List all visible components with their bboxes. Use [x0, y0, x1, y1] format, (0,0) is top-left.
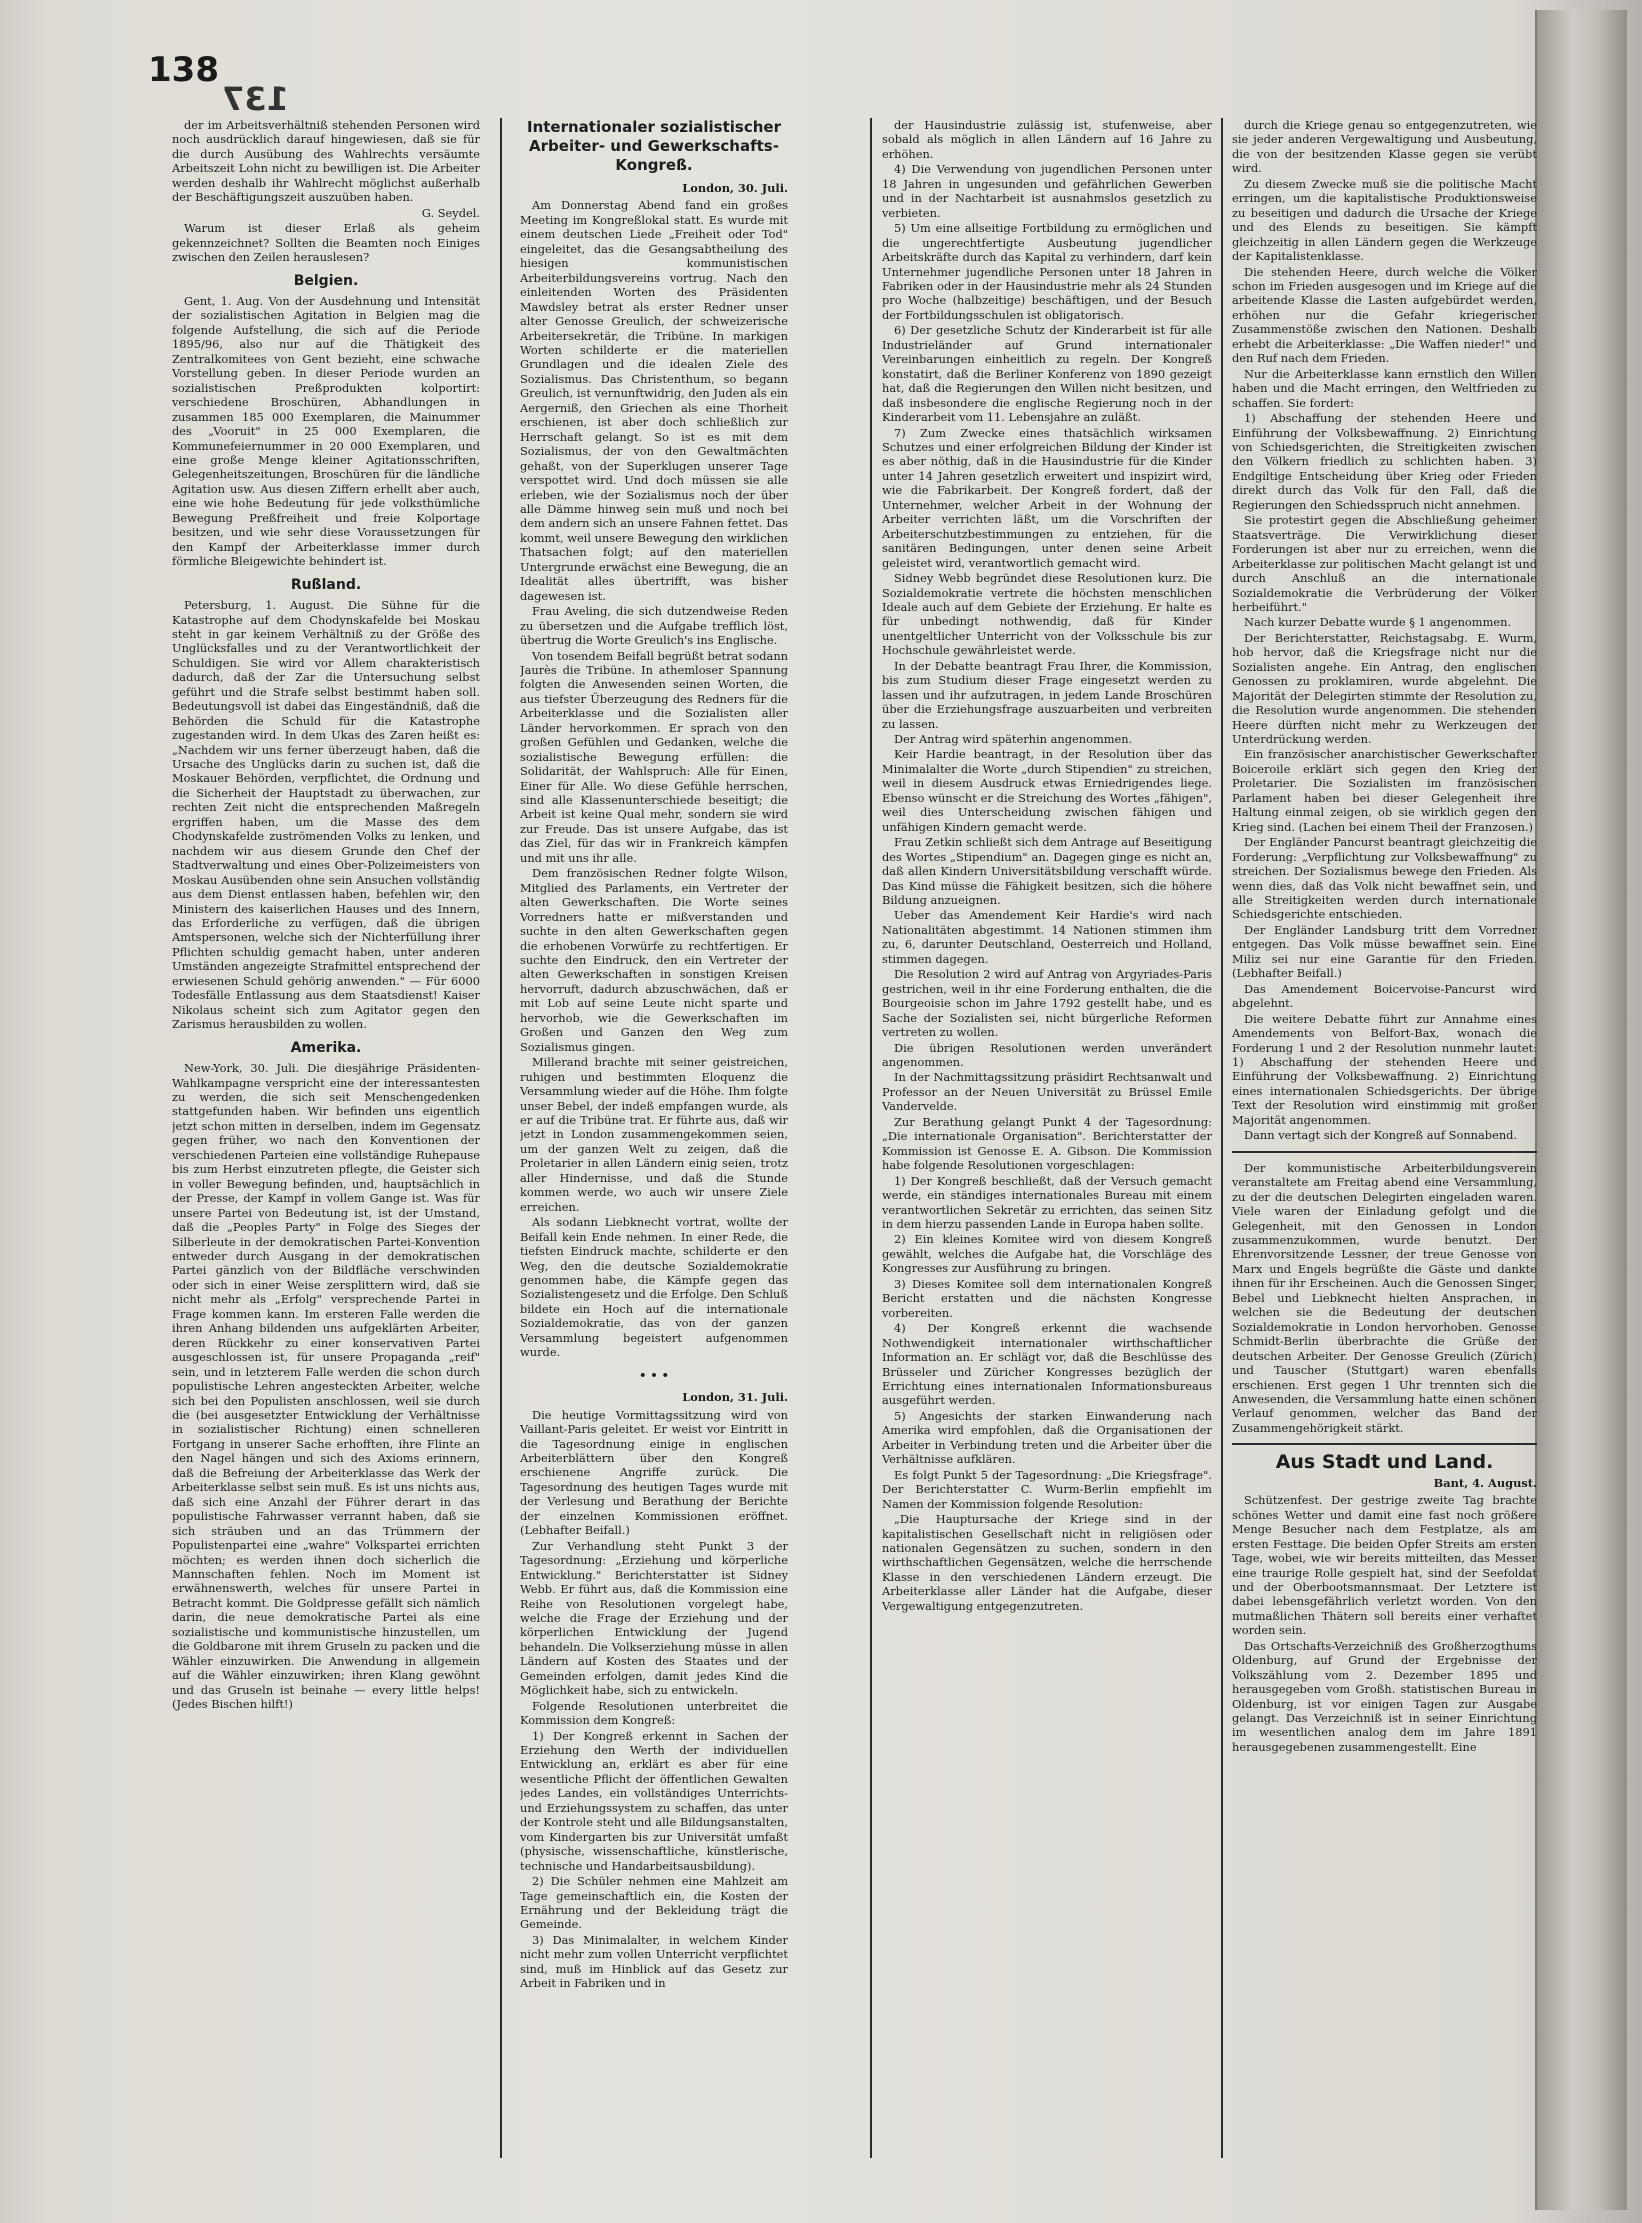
page-number: 138	[148, 50, 219, 90]
paragraph: Zur Verhandlung steht Punkt 3 der Tagesordnung: „Erziehung und körperliche Entwicklung." Berichterstatter ist Sidney Webb. Er führt aus, daß die Kommission eine Reihe von Resolutionen vorgelegt habe, welche die Frage der Erziehung und der körperlichen Entwicklung der Jugend behandeln. Die Volkserziehung müsse in allen Ländern auf Kosten des Staates und der Gemeinden erfolgen, damit jedes Kind die Möglichkeit habe, sich zu entwickeln.	[520, 1538, 788, 1698]
paragraph: Frau Aveling, die sich dutzendweise Reden zu übersetzen und die Aufgabe trefflich löst, übertrug die Worte Greulich's ins Englische.	[520, 604, 788, 648]
column-3	[882, 118, 1212, 2148]
column-rule	[1221, 118, 1223, 2158]
section-heading-amerika: Amerika.	[290, 1039, 362, 1056]
dateline: Bant, 4. August.	[1433, 1475, 1537, 1490]
paragraph: Ueber das Amendement Keir Hardie's wird nach Nationalitäten abgestimmt. 14 Nationen stimmen ihm zu, 6, darunter Deutschland, Oesterreich und Holland, stimmen dagegen.	[882, 908, 1212, 966]
paragraph: 1) Abschaffung der stehenden Heere und Einführung der Volksbewaffnung. 2) Einrichtung von Schiedsgerichten, die Streitigkeiten zwischen den Völkern friedlich zu schlichten haben. 3) Endgiltige Entscheidung über Krieg oder Frieden direkt durch das Volk für den Fall, daß die Regierungen den Schiedsspruch nicht annehmen.	[1232, 411, 1537, 512]
column-rule	[500, 118, 502, 2158]
paragraph: Der Engländer Landsburg tritt dem Vorredner entgegen. Das Volk müsse bewaffnet sein. Eine Miliz sei nur eine Garantie für den Frieden. (Lebhafter Beifall.)	[1232, 922, 1537, 981]
paragraph: Warum ist dieser Erlaß als geheim gekennzeichnet? Sollten die Beamten noch Einiges zwischen den Zeilen herauslesen?	[172, 221, 480, 265]
divider	[1232, 1151, 1537, 1153]
section-heading-stadt-und-land: Aus Stadt und Land.	[1275, 1451, 1494, 1474]
paragraph: Am Donnerstag Abend fand ein großes Meeting im Kongreßlokal statt. Es wurde mit einem deutschen Liede „Freiheit oder Tod" eingeleitet, das die Gesangsabtheilung des hiesigen kommunistischen Arbeiterbildungsvereins vortrug. Nach den einleitenden Worten des Präsidenten Mawdsley betrat als erster Redner unser alter Genosse Greulich, der schweizerische Arbeitersekretär, die Tribüne. In markigen Worten schilderte er die materiellen Grundlagen und die idealen Ziele des Sozialismus. Das Christenthum, so begann Greulich, ist vernunftwidrig, den Juden als ein Aergerniß, den Griechen als eine Thorheit erschienen, ist aber doch schließlich zur Herrschaft gelangt. So ist es mit dem Sozialismus, der von den Gewaltmächten gehaßt, von der Superklugen unserer Tage verspottet wird. Und doch müssen sie alle erleben, wie der Sozialismus noch der über alle Dämme hinweg sein muß und noch bei dem andern sich an unsere Fahnen fettet. Das kommt, weil unsere Bewegung den wirklichen Thatsachen folgt; auf den materiellen Untergrunde erwächst eine Bewegung, die an Idealität alles übertrifft, was bisher dagewesen ist.	[520, 198, 788, 603]
paragraph: 3) Das Minimalalter, in welchem Kinder nicht mehr zum vollen Unterricht verpflichtet sind, muß im Hinblick auf das Gesetz zur Arbeit in Fabriken und in	[520, 1932, 788, 1991]
paragraph: Als sodann Liebknecht vortrat, wollte der Beifall kein Ende nehmen. In einer Rede, die tiefsten Eindruck machte, schilderte er den Weg, den die deutsche Sozialdemokratie genommen habe, die Kämpfe gegen das Sozialistengesetz und die Erfolge. Den Schluß bildete ein Hoch auf die internationale Sozialdemokratie, das von der ganzen Versammlung begeistert aufgenommen wurde.	[520, 1215, 788, 1360]
paragraph: 2) Die Schüler nehmen eine Mahlzeit am Tage gemeinschaftlich ein, die Kosten der Ernährung und der Bekleidung trägt die Gemeinde.	[520, 1874, 788, 1932]
paragraph: 7) Zum Zwecke eines thatsächlich wirksamen Schutzes und einer erfolgreichen Bildung der Kinder ist es aber nöthig, daß in die Hausindustrie für die Kinder unter 14 Jahren gesetzlich erweitert und inspizirt wird, wie die Fabrikarbeit. Der Kongreß fordert, daß der Unternehmer, welcher Arbeit in der Wohnung der Arbeiter verrichten läßt, um die Vorschriften der Arbeiterschutzbestimmungen zu entziehen, für die sanitären Bedingungen, unter denen seine Arbeit geleistet wird, verantwortlich gemacht wird.	[882, 425, 1212, 570]
article-title: Internationaler sozialistischer Arbeiter- und Gewerkschafts-Kongreß.	[527, 118, 781, 174]
paragraph: durch die Kriege genau so entgegenzutreten, wie sie jeder anderen Vergewaltigung und Ausbeutung, die von der besitzenden Klasse gegen sie verübt wird.	[1232, 118, 1537, 176]
paragraph: Sidney Webb begründet diese Resolutionen kurz. Die Sozialdemokratie vertrete die höchsten menschlichen Ideale auch auf dem Gebiete der Erziehung. Er halte es für unbedingt nothwendig, daß für Kinder unentgeltlicher Unterricht von der Volksschule bis zur Hochschule gewährleistet werde.	[882, 571, 1212, 658]
paragraph: Von tosendem Beifall begrüßt betrat sodann Jaurès die Tribüne. In athemloser Spannung folgten die Anwesenden seinen Worten, die aus tiefster Überzeugung des Redners für die Arbeiterklasse und die Sozialisten aller Länder hervorkommen. Er sprach von den großen Gefühlen und Gedanken, welche die sozialistische Bewegung erfüllen: die Solidarität, der Wahlspruch: Alle für Einen, Einer für Alle. Wo diese Gefühle herrschen, sind alle Klassenunterschiede beseitigt; die Arbeit ist keine Qual mehr, sondern sie wird zur Freude. Das ist unsere Aufgabe, das ist das Ziel, für das wir in Frankreich kämpfen und mit uns ihr alle.	[520, 648, 788, 865]
paragraph: Dem französischen Redner folgte Wilson, Mitglied des Parlaments, ein Vertreter der alten Gewerkschaften. Die Worte seines Vorredners hatte er mißverstanden und suchte in den alten Gewerkschaften gegen die erhobenen Vorwürfe zu rechtfertigen. Er suchte den Eindruck, den ein Vertreter der alten Gewerkschaften in sonstigen Kreisen hervorruft, dadurch abzuschwächen, daß er mit Lob auf seine Leute nicht sparte und hervorhob, wie die Gewerkschaften im Großen und Ganzen den Weg zum Sozialismus gingen.	[520, 866, 788, 1054]
separator: • • •	[639, 1367, 669, 1382]
paragraph: Schützenfest. Der gestrige zweite Tag brachte schönes Wetter und damit eine fast noch größere Menge Besucher nach dem Festplatze, als am ersten Festtage. Die beiden Opfer Streits am ersten Tage, wobei, wie wir bereits mitteilten, das Messer eine traurige Rolle gespielt hat, sind der Seefoldat und der Oberbootsmannsmaat. Der Letztere ist dabei lebensgefährlich verletzt worden. Von den mutmaßlichen Thätern soll bereits einer verhaftet worden sein.	[1232, 1493, 1537, 1638]
paragraph: In der Nachmittagssitzung präsidirt Rechtsanwalt und Professor an der Neuen Universität zu Brüssel Emile Vandervelde.	[882, 1070, 1212, 1114]
paragraph: New-York, 30. Juli. Die diesjährige Präsidenten-Wahlkampagne verspricht eine der interessantesten zu werden, die sich seit Menschengedenken stattgefunden haben. Wir befinden uns eigentlich jetzt schon mitten in derselben, indem im Gegensatz gegen früher, wo nach den Konventionen der verschiedenen Parteien eine vollständige Ruhepause bis zum Herbst einzutreten pflegte, die Geister sich in voller Bewegung befinden, und, hauptsächlich in der Presse, der Kampf in vollem Gange ist. Was für unsere Partei von Bedeutung ist, ist der Umstand, daß die „Peoples Party" in Folge des Sieges der Silberleute in der demokratischen Partei-Konvention entweder durch Ausgang in der demokratischen Partei gänzlich von der Bildfläche verschwinden oder sich in einer Weise zersplittern wird, daß sie nicht mehr als „Erfolg" versprechende Partei in Frage kommen kann. Im ersteren Falle werden die ihren Anhang bildenden uns aufgeklärten Arbeiter, deren Rückkehr zu einer konservativen Partei ausgeschlossen ist, für unsere Propaganda „reif" sein, und in letzterem Falle werden die schon durch populistische Lehren angesteckten Arbeiter, welche sich bei den Populisten anschlossen, weil sie durch die (bei ausgesetzter Entwicklung der Verhältnisse in sozialistischer Richtung) einen schnelleren Fortgang in unserer Sache erhofften, ihre Flinte an den Nagel hängen und sich des Axioms erinnern, daß die Befreiung der Arbeiterklasse das Werk der Arbeiterklasse selbst sein muß. Es ist uns nichts aus, daß sich eine Anzahl der Führer derart in das populistische Fahrwasser verrannt haben, daß sie sich sträuben und an das Trümmern der Populistenpartei eine „wahre" Volkspartei errichten möchten; es werden ihnen doch sicherlich die Mannschaften fehlen. Noch im Moment ist erwähnenswerth, welches für unsere Partei in Betracht kommt. Die Goldpresse gefällt sich nämlich darin, die neue demokratische Partei als eine sozialistische und kommunistische hinzustellen, um die Goldbarone mit ihrem Gruseln zu packen und die Wähler einzuwirken. Die Anwendung in allgemein auf die Wähler einzuwirken; ihren Klang gewöhnt und das Gruseln ist beinahe — every little helps! (Jedes Bischen hilft!)	[172, 1061, 480, 1712]
paragraph: Die weitere Debatte führt zur Annahme eines Amendements von Belfort-Bax, wonach die Forderung 1 und 2 der Resolution nunmehr lautet: 1) Abschaffung der stehenden Heere und Einführung der Volksbewaffnung. 2) Einrichtung eines internationalen Schiedsgerichts. Der übrige Text der Resolution wird einstimmig mit großer Majorität angenommen.	[1232, 1011, 1537, 1127]
paragraph: 5) Um eine allseitige Fortbildung zu ermöglichen und die ungerechtfertigte Ausbeutung jugendlicher Arbeitskräfte durch das Kapital zu verhindern, darf kein Unternehmer jugendliche Personen unter 18 Jahren in Fabriken oder in der Hausindustrie mehr als 24 Stunden pro Woche (halbzeitige) beschäftigen, und der Besuch der Fortbildungsschulen ist obligatorisch.	[882, 221, 1212, 322]
mirrored-page-number: 137	[222, 80, 289, 118]
paragraph: 2) Ein kleines Komitee wird von diesem Kongreß gewählt, welches die Aufgabe hat, die Vorschläge des Kongresses zur Ausführung zu bringen.	[882, 1232, 1212, 1276]
paragraph: Die Resolution 2 wird auf Antrag von Argyriades-Paris gestrichen, weil in ihr eine Forderung enthalten, die die Bourgeoisie schon im Jahre 1792 gestellt habe, und es Sache der Sozialisten sei, nicht bürgerliche Reformen vertreten zu wollen.	[882, 967, 1212, 1040]
paragraph: Der Antrag wird späterhin angenommen.	[894, 732, 1133, 747]
paragraph: der im Arbeitsverhältniß stehenden Personen wird noch ausdrücklich darauf hingewiesen, daß sie für die durch Ausübung des Wahlrechts versäumte Arbeitszeit Lohn nicht zu bewilligen ist. Die Arbeiter werden deshalb ihr Wahlrecht möglichst außerhalb der Beschäftigungszeit auszuüben haben.	[172, 118, 480, 205]
paragraph: Der Berichterstatter, Reichstagsabg. E. Wurm, hob hervor, daß die Kriegsfrage nicht nur die Sozialisten angehe. Ein Antrag, den englischen Genossen zu proklamiren, wurde abgelehnt. Die Majorität der Delegirten stimmte der Resolution zu, die Resolution wurde angenommen. Die stehenden Heere dürften nicht mehr zu Werkzeugen der Unterdrückung werden.	[1232, 630, 1537, 747]
paragraph: Es folgt Punkt 5 der Tagesordnung: „Die Kriegsfrage". Der Berichterstatter C. Wurm-Berlin empfiehlt im Namen der Kommission folgende Resolution:	[882, 1467, 1212, 1511]
section-heading-russland: Rußland.	[290, 576, 362, 593]
paragraph: Das Amendement Boicervoise-Pancurst wird abgelehnt.	[1232, 981, 1537, 1011]
paragraph: Ein französischer anarchistischer Gewerkschafter Boiceroile erklärt sich gegen den Krieg der Proletarier. Die Sozialisten im französischen Parlament haben bei dieser Gelegenheit ihre Haltung einmal zeigen, ob sie wirklich gegen den Krieg sind. (Lachen bei einem Theil der Franzosen.)	[1232, 747, 1537, 834]
paragraph: Dann vertagt sich der Kongreß auf Sonnabend.	[1244, 1128, 1518, 1143]
paragraph: Petersburg, 1. August. Die Sühne für die Katastrophe auf dem Chodynskafelde bei Moskau steht in gar keinem Verhältniß zu der Größe des Unglücksfalles und zu der Verantwortlichkeit der Schuldigen. Sie wird vor Allem charakteristisch dadurch, daß der Zar die Untersuchung selbst geführt und die Strafe selbst bestimmt haben soll. Bedeutungsvoll ist dabei das Eingeständniß, daß die Behörden die Schuld für die Katastrophe zugestanden wird. In dem Ukas des Zaren heißt es: „Nachdem wir uns ferner überzeugt haben, daß die Ursache des Unglücks darin zu suchen ist, daß die Moskauer Behörden, verpflichtet, die Ordnung und die Sicherheit der Hauptstadt zu überwachen, zur rechten Zeit nicht die entsprechenden Maßregeln ergriffen haben, um die Masse des dem Chodynskafelde zuströmenden Volks zu lenken, und nachdem wir aus diesem Grunde den Chef der Stadtverwaltung und eines Ober-Polizeimeisters von Moskau Ausübenden ohne sein Ansuchen vollständig aus dem Dienst entlassen haben, befehlen wir, den Ministern des kaiserlichen Hauses und des Innern, das Erforderliche zu verfügen, daß die übrigen Amtspersonen, welche sich der Nichterfüllung ihrer Pflichten schuldig gemacht haben, unter anderen Umständen angezeigte Strafmittel entsprechend der erwiesenen Schuld gehörig anwenden." — Für 6000 Todesfälle Entlassung aus dem Staatsdienst! Kaiser Nikolaus scheint sich zum Agitator gegen den Zarismus herausbilden zu wollen.	[172, 598, 480, 1032]
paragraph: 4) Die Verwendung von jugendlichen Personen unter 18 Jahren in ungesunden und gefährlichen Gewerben und in der Nachtarbeit ist ausnahmslos gesetzlich zu verbieten.	[882, 162, 1212, 220]
column-4	[1232, 118, 1537, 2148]
paragraph: 3) Dieses Komitee soll dem internationalen Kongreß Bericht erstatten und die nächsten Kongresse vorbereiten.	[882, 1276, 1212, 1320]
paragraph: In der Debatte beantragt Frau Ihrer, die Kommission, bis zum Studium dieser Frage eingesetzt werden zu lassen und ihr aufzutragen, in jedem Lande Broschüren über die Erziehungsfrage auszuarbeiten und verbreiten zu lassen.	[882, 658, 1212, 731]
paragraph: 4) Der Kongreß erkennt die wachsende Nothwendigkeit internationaler wirthschaftlicher Information an. Er schlägt vor, daß die Beschlüsse des Brüsseler und Züricher Kongresses bezüglich der Errichtung eines internationalen Informationsbureaus ausgeführt werden.	[882, 1321, 1212, 1408]
paragraph: Zur Berathung gelangt Punkt 4 der Tagesordnung: „Die internationale Organisation". Berichterstatter der Kommission ist Genosse E. A. Gibson. Die Kommission habe folgende Resolutionen vorgeschlagen:	[882, 1114, 1212, 1173]
column-2	[520, 118, 788, 2148]
paragraph: 1) Der Kongreß erkennt in Sachen der Erziehung den Werth der individuellen Entwicklung an, erklärt es aber für eine wesentliche Pflicht der öffentlichen Gewalten jedes Landes, ein vollständiges Unterrichts- und Erziehungssystem zu schaffen, das unter der Kontrole steht und alle Bildungsanstalten, vom Kindergarten bis zur Universität umfaßt (physische, wissenschaftliche, künstlerische, technische und Handarbeitsausbildung).	[520, 1728, 788, 1873]
paragraph: Der Engländer Pancurst beantragt gleichzeitig die Forderung: „Verpflichtung zur Volksbewaffnung" zu streichen. Der Sozialismus bewege den Frieden. Als wenn dies, daß das Volk nicht bewaffnet sein, und alle Streitigkeiten werden durch internationale Schiedsgerichte entschieden.	[1232, 835, 1537, 922]
paragraph: Sie protestirt gegen die Abschließung geheimer Staatsverträge. Die Verwirklichung dieser Forderungen ist aber nur zu erreichen, wenn die Arbeiterklasse zur politischen Macht gelangt ist und durch Anschluß an die internationale Sozialdemokratie die Verbrüderung der Völker herbeiführt."	[1232, 513, 1537, 614]
paragraph: 5) Angesichts der starken Einwanderung nach Amerika wird empfohlen, daß die Organisationen der Arbeiter in Verbindung treten und die Arbeiter über die Verhältnisse aufklären.	[882, 1408, 1212, 1467]
paragraph: der Hausindustrie zulässig ist, stufenweise, aber sobald als möglich in allen Ländern auf 16 Jahre zu erhöhen.	[882, 118, 1212, 161]
dateline: London, 30. Juli.	[682, 181, 788, 195]
dateline: London, 31. Juli.	[682, 1390, 788, 1405]
paragraph: Frau Zetkin schließt sich dem Antrage auf Beseitigung des Wortes „Stipendium" an. Dagegen ginge es nicht an, daß allen Kindern Universitätsbildung verschafft würde. Das Kind müsse die Fähigkeit besitzen, sich die höhere Bildung anzueignen.	[882, 835, 1212, 908]
paragraph: Die übrigen Resolutionen werden unverändert angenommen.	[882, 1040, 1212, 1069]
signature: G. Seydel.	[421, 205, 480, 220]
paragraph: „Die Hauptursache der Kriege sind in der kapitalistischen Gesellschaft nicht in religiösen oder nationalen Gegensätzen zu suchen, sondern in den wirthschaftlichen Gegensätzen, welche die herrschende Klasse in den verschiedenen Ländern erzeugt. Die Arbeiterklasse aller Länder hat die Aufgabe, dieser Vergewaltigung entgegenzutreten.	[882, 1512, 1212, 1613]
paragraph: Nach kurzer Debatte wurde § 1 angenommen.	[1244, 615, 1512, 630]
section-heading-belgien: Belgien.	[293, 272, 359, 289]
paragraph: Millerand brachte mit seiner geistreichen, ruhigen und bestimmten Eloquenz die Versammlung wieder auf die Höhe. Ihm folgte unser Bebel, der indeß empfangen wurde, als er auf die Tribüne trat. Er führte aus, daß wir jetzt in London zusammengekommen seien, um der ganzen Welt zu zeigen, daß die Proletarier in allen Ländern einig seien, trotz aller Hindernisse, und daß die Stunde kommen werde, wo auch wir unsere Ziele erreichen.	[520, 1055, 788, 1214]
paragraph: Keir Hardie beantragt, in der Resolution über das Minimalalter die Worte „durch Stipendien" zu streichen, weil in diesem Ausdruck etwas Erniedrigendes liege. Ebenso wünscht er die Streichung des Wortes „fähigen", weil dies Unterscheidung zwischen fähigen und unfähigen Kindern gemacht werde.	[882, 747, 1212, 834]
divider	[1232, 1443, 1537, 1445]
paragraph: Die heutige Vormittagssitzung wird von Vaillant-Paris geleitet. Er weist vor Eintritt in die Tagesordnung einige in englischen Arbeiterblättern über den Kongreß erschienene Angriffe zurück. Die Tagesordnung des heutigen Tages wurde mit der Verlesung und Berathung der Berichte der einzelnen Kommissionen eröffnet. (Lebhafter Beifall.)	[520, 1407, 788, 1538]
paragraph: Das Ortschafts-Verzeichniß des Großherzogthums Oldenburg, auf Grund der Ergebnisse der Volkszählung vom 2. Dezember 1895 und herausgegeben vom Großh. statistischen Bureau in Oldenburg, ist vor einigen Tagen zur Ausgabe gelangt. Das Verzeichniß ist in seiner Einrichtung im wesentlichen analog dem im Jahre 1891 herausgegebenen zusammengestellt. Eine	[1232, 1638, 1537, 1754]
paragraph: Folgende Resolutionen unterbreitet die Kommission dem Kongreß:	[520, 1698, 788, 1728]
paragraph: Der kommunistische Arbeiterbildungsverein veranstaltete am Freitag abend eine Versammlung, zu der die deutschen Delegirten eingeladen waren. Viele waren der Einladung gefolgt und die Gelegenheit, mit den Genossen in London zusammenzukommen, wurde benutzt. Der Ehrenvorsitzende Lessner, der treue Genosse von Marx und Engels begrüßte die Gäste und dankte ihnen für ihr Erscheinen. Auch die Genossen Singer, Bebel und Liebknecht hielten Ansprachen, in welchen sie die Bedeutung der deutschen Sozialdemokratie in London hervorhoben. Genosse Schmidt-Berlin überbrachte die Grüße der deutschen Arbeiter. Der Genosse Greulich (Zürich) und Tauscher (Stuttgart) waren ebenfalls erschienen. Erst gegen 1 Uhr trennten sich die Anwesenden, die Versammlung hatte einen schönen Verlauf genommen, welcher das Band der Zusammengehörigkeit stärkt.	[1232, 1160, 1537, 1435]
book-spine	[1535, 10, 1627, 2210]
paragraph: Gent, 1. Aug. Von der Ausdehnung und Intensität der sozialistischen Agitation in Belgien mag die folgende Aufstellung, die sich auf die Periode 1895/96, also nur auf die Thätigkeit des Zentralkomitees von Gent bezieht, eine schwache Vorstellung geben. In dieser Periode wurden an sozialistischen Preßprodukten kolportirt: verschiedene Broschüren, Abhandlungen in zusammen 185 000 Exemplaren, die Mainummer des „Vooruit" in 25 000 Exemplaren, die Kommunefeiernummer in 20 000 Exemplaren, und eine große Menge kleiner Agitationsschriften, Gelegenheitszeitungen, Broschüren für die ländliche Agitation usw. Aus diesen Ziffern erhellt aber auch, eine wie hohe Bedeutung für jede volksthümliche Bewegung Preßfreiheit und freie Kolportage besitzen, und wie sehr diese Voraussetzungen für den Kampf der Arbeiterklasse immer durch förmliche Bleigewichte behindert ist.	[172, 293, 480, 569]
column-1	[172, 118, 480, 2148]
column-rule	[870, 118, 872, 2158]
paragraph: 1) Der Kongreß beschließt, daß der Versuch gemacht werde, ein ständiges internationales Bureau mit einem verantwortlichen Sekretär zu errichten, das seinen Sitz in dem hierzu passenden Lande in Europa haben sollte.	[882, 1173, 1212, 1231]
paragraph: Zu diesem Zwecke muß sie die politische Macht erringen, um die kapitalistische Produktionsweise zu beseitigen und dadurch die Ursache der Kriege und des Elends zu beseitigen. Sie kämpft gleichzeitig in allen Ländern gegen die Werkzeuge der Kapitalistenklasse.	[1232, 176, 1537, 264]
paragraph: Die stehenden Heere, durch welche die Völker schon im Frieden ausgesogen und im Kriege auf die arbeitende Klasse die Lasten aufgebürdet werden, erhöhen nur die Gefahr kriegerischer Zusammenstöße zwischen den Nationen. Deshalb erhebt die Arbeiterklasse: „Die Waffen nieder!" und den Ruf nach dem Frieden.	[1232, 264, 1537, 366]
paragraph: Nur die Arbeiterklasse kann ernstlich den Willen haben und die Macht erringen, den Weltfrieden zu schaffen. Sie fordert:	[1232, 366, 1537, 410]
paragraph: 6) Der gesetzliche Schutz der Kinderarbeit ist für alle Industrieländer auf Grund internationaler Vereinbarungen einheitlich zu regeln. Der Kongreß konstatirt, daß die Berliner Konferenz von 1890 gezeigt hat, daß die Regierungen den Willen nicht besitzen, und daß insbesondere die englische Regierung noch in der Kinderarbeit vom 11. Lebensjahre an zuläßt.	[882, 323, 1212, 425]
